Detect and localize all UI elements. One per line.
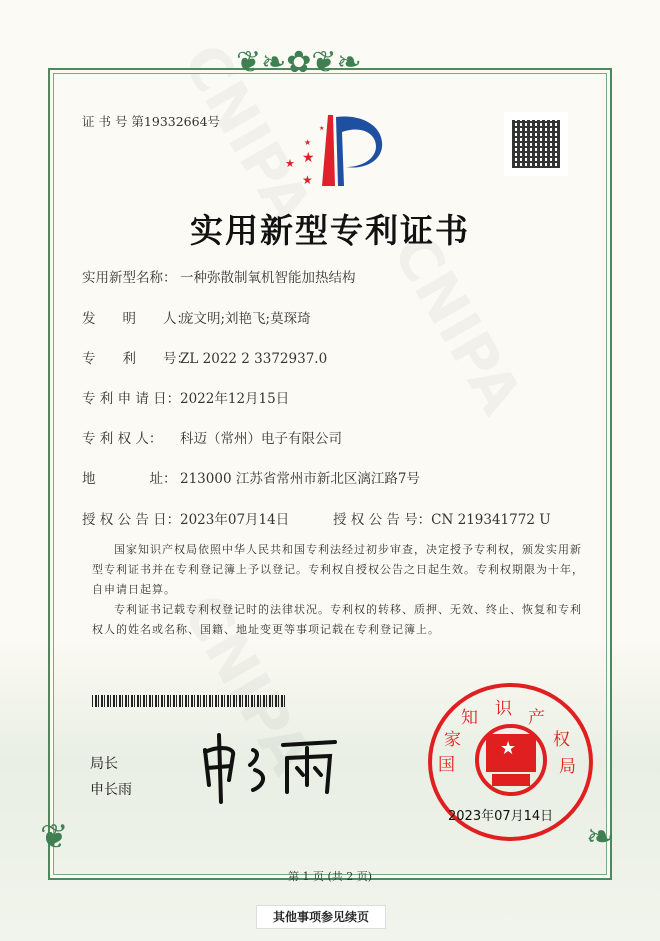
field-label: 授 权 公 告 日：: [82, 512, 181, 528]
certificate-title: 实用新型专利证书: [190, 211, 470, 250]
field-address: [82, 467, 420, 487]
field-label: 发 明 人：: [82, 311, 190, 327]
field-patentee: [82, 427, 342, 447]
svg-text:★: ★: [285, 157, 295, 170]
seal-text: 权: [553, 730, 570, 750]
field-label: 专 利 申 请 日：: [82, 391, 181, 407]
seal-text: 识: [495, 699, 512, 719]
signature-icon: [195, 730, 345, 805]
ornament-top-icon: ❦❧✿❦❧: [236, 45, 362, 80]
field-filing-date: [82, 387, 289, 407]
field-value: CN 219341772 U: [431, 512, 551, 528]
field-grant-date: [82, 508, 289, 528]
svg-text:★: ★: [302, 150, 315, 166]
seal-text: 局: [559, 757, 576, 777]
director-name: 申长雨: [90, 782, 132, 798]
svg-text:★: ★: [319, 125, 325, 132]
seal-date: 2023年07月14日: [448, 809, 554, 824]
field-value: 庞文明;刘艳飞;莫琛琦: [180, 311, 311, 327]
page-number: 第 1 页 (共 2 页): [287, 870, 373, 883]
svg-text:★: ★: [304, 138, 312, 147]
cnipa-logo-icon: [280, 112, 390, 192]
field-value: 2023年07月14日: [180, 512, 290, 528]
ornament-corner-icon: ❦: [40, 817, 69, 857]
field-patent-number: [82, 347, 327, 367]
field-value: 213000 江苏省常州市新北区漓江路7号: [180, 471, 420, 487]
continue-page-button[interactable]: 其他事项参见续页: [256, 905, 386, 929]
barcode: [92, 695, 285, 707]
statement-paragraph: 国家知识产权局依照中华人民共和国专利法经过初步审查，决定授予专利权，颁发实用新型专利证书并在专利登记簿上予以登记。专利权自授权公告之日起生效。专利权期限为十年，自申请日起算。: [92, 543, 584, 596]
seal-text: 产: [528, 708, 545, 728]
ornament-corner-icon: ❧: [586, 817, 615, 857]
field-value: ZL 2022 2 3372937.0: [180, 351, 328, 367]
field-label: 专 利 权 人：: [82, 431, 163, 447]
field-value: 科迈（常州）电子有限公司: [180, 431, 342, 447]
seal-text: 国: [438, 755, 455, 775]
national-emblem-icon: [470, 722, 552, 802]
field-label: 实用新型名称：: [82, 270, 177, 286]
field-value: 2022年12月15日: [180, 391, 290, 407]
field-value: 一种弥散制氧机智能加热结构: [180, 270, 356, 286]
field-label: 授 权 公 告 号：: [333, 512, 432, 528]
statement-paragraph: 专利证书记载专利权登记时的法律状况。专利权的转移、质押、无效、终止、恢复和专利权人的姓名或名称、国籍、地址变更等事项记载在专利登记簿上。: [92, 603, 582, 636]
field-utility-name: [82, 266, 356, 286]
field-label: 专 利 号：: [82, 351, 190, 367]
field-announcement-number: [333, 508, 551, 528]
field-inventors: [82, 307, 311, 327]
qr-code: [504, 112, 568, 176]
certificate-number: 证 书 号 第19332664号: [82, 114, 221, 129]
svg-text:★: ★: [500, 738, 517, 759]
seal-text: 家: [444, 730, 461, 750]
seal-text: 知: [461, 708, 478, 728]
director-title: 局长: [90, 756, 118, 772]
field-label: 地 址：: [82, 471, 177, 487]
svg-text:★: ★: [302, 173, 313, 187]
